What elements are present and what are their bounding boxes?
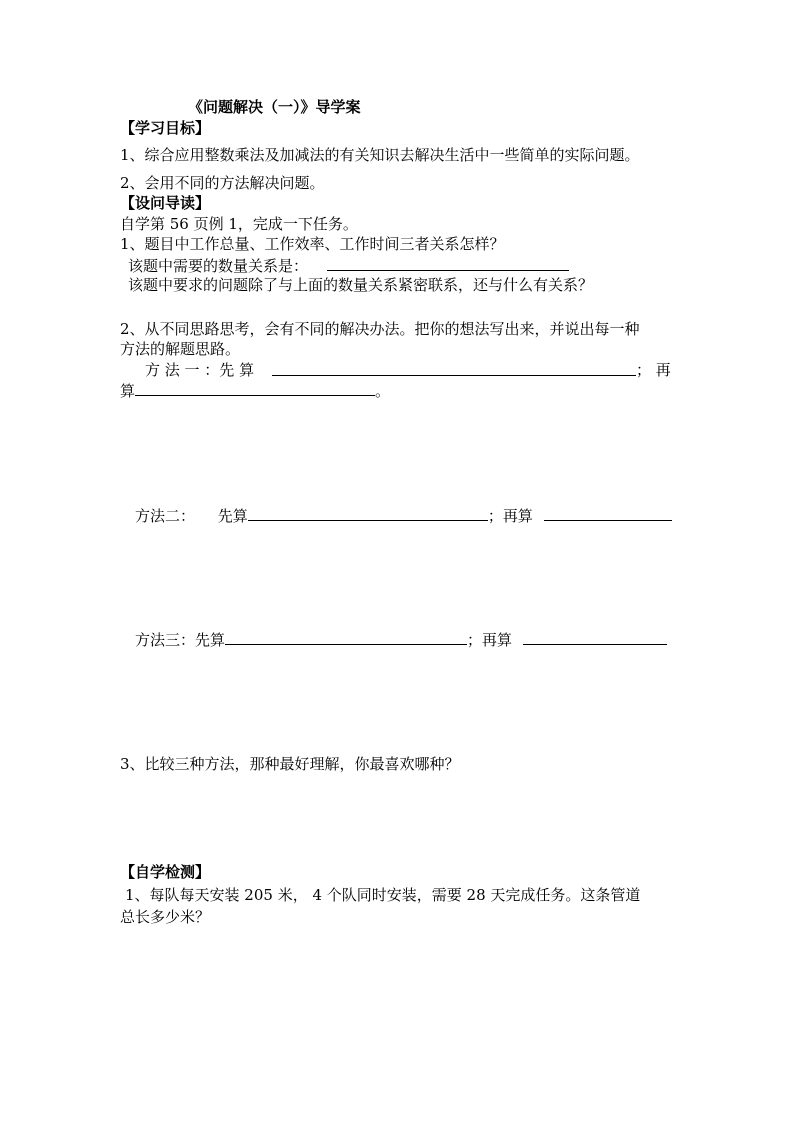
method-1-continuation — [120, 380, 390, 401]
problem-1-line-1: 1、每队每天安装 205 米， 4 个队同时安装，需要 28 天完成任务。这条管道 — [125, 886, 641, 904]
goal-item-2: 2、会用不同的方法解决问题。 — [120, 174, 325, 192]
section-heading-guide: 【设问导读】 — [120, 194, 211, 212]
method-2-separator: ；再算 — [487, 507, 533, 525]
method-2-row — [135, 505, 672, 526]
question-1-relation-row — [128, 255, 569, 276]
method-1-separator: ； 再 — [636, 361, 671, 379]
goal-item-1: 1、综合应用整数乘法及加减法的有关知识去解决生活中一些简单的实际问题。 — [120, 146, 640, 164]
question-3: 3、比较三种方法，那种最好理解，你最喜欢哪种？ — [120, 755, 460, 773]
question-1: 1、题目中工作总量、工作效率、工作时间三者关系怎样？ — [120, 235, 505, 253]
method-3-separator: ；再算 — [467, 631, 513, 649]
method-3-row — [135, 629, 667, 650]
section-heading-goals: 【学习目标】 — [120, 119, 211, 137]
question-2-line-2: 方法的解题思路。 — [120, 340, 241, 358]
guide-intro: 自学第 56 页例 1，完成一下任务。 — [120, 215, 358, 233]
method-2-second-blank[interactable] — [544, 505, 672, 521]
page-title: 《问题解决（一）》导学案 — [188, 98, 361, 116]
method-2-first-blank[interactable] — [248, 505, 488, 521]
method-1-label: 方 法 一 ：先 算 — [145, 361, 255, 379]
method-1-first-blank[interactable] — [272, 360, 636, 376]
method-1-cont-label: 算 — [120, 382, 136, 400]
method-2-label: 方法二： — [135, 507, 196, 525]
section-heading-check: 【自学检测】 — [120, 863, 211, 881]
method-1-end-mark: 。 — [375, 382, 391, 400]
method-3-label: 方法三：先算 — [135, 631, 226, 649]
question-1-other: 该题中要求的问题除了与上面的数量关系紧密联系，还与什么有关系？ — [128, 276, 594, 294]
method-3-first-blank[interactable] — [225, 629, 467, 645]
method-2-first-label: 先算 — [217, 507, 248, 525]
method-3-second-blank[interactable] — [523, 629, 667, 645]
problem-1-line-2: 总长多少米？ — [120, 908, 211, 926]
relation-label: 该题中需要的数量关系是： — [128, 257, 309, 275]
relation-answer-blank[interactable] — [327, 255, 569, 271]
method-1-second-blank[interactable] — [135, 380, 375, 396]
question-2-line-1: 2、从不同思路思考，会有不同的解决办法。把你的想法写出来，并说出每一种 — [120, 320, 640, 338]
